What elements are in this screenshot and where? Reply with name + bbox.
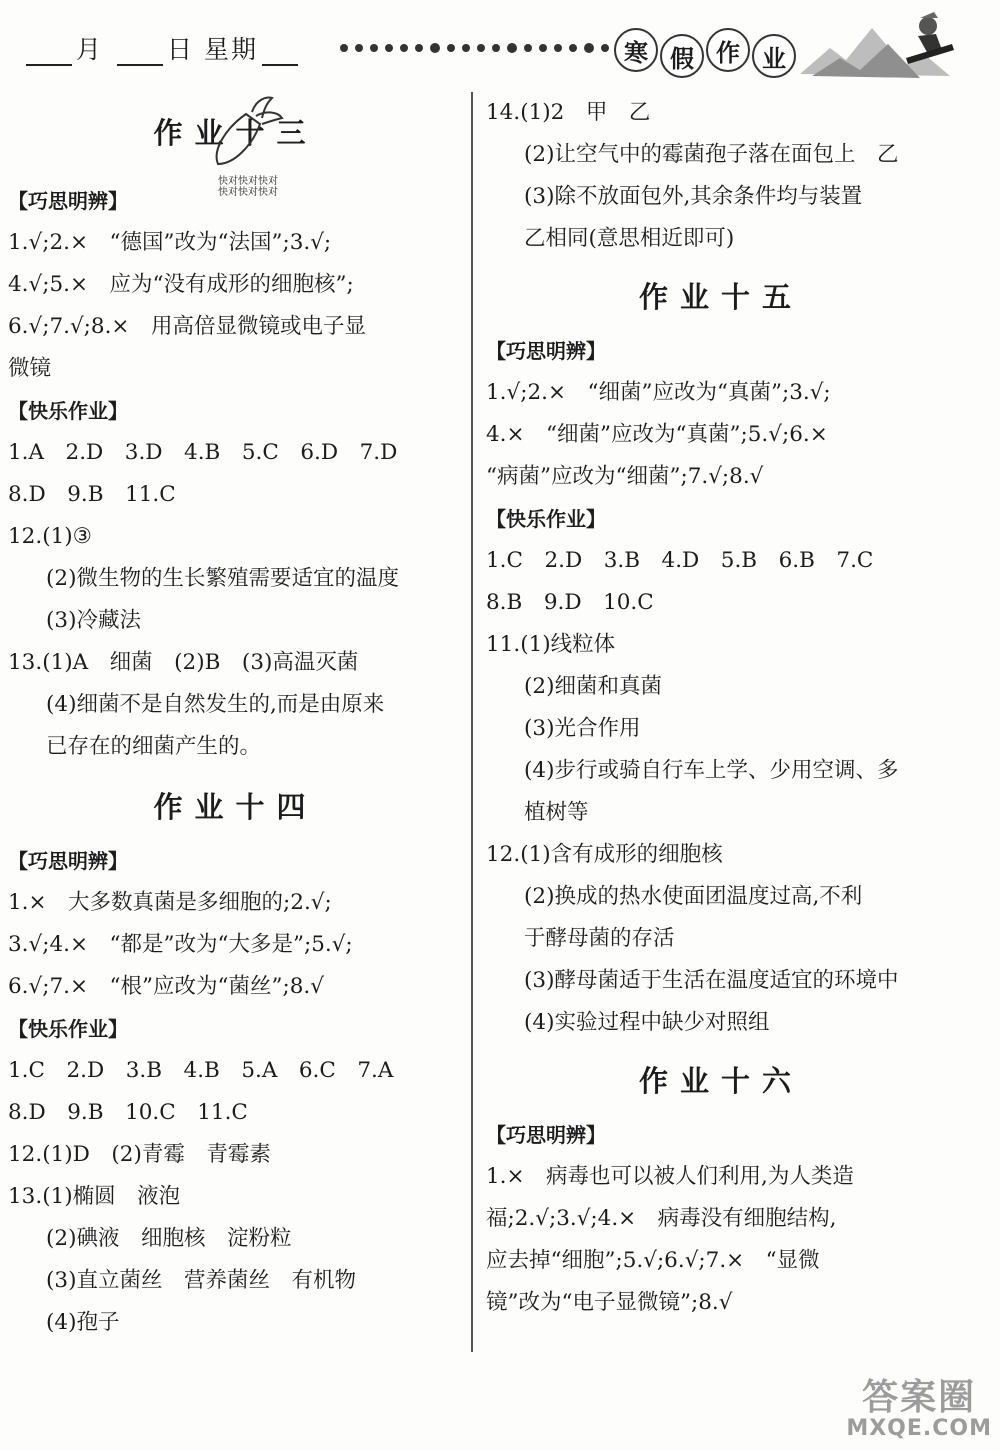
answer-line: (2)碘液 细胞核 淀粉粒 <box>46 1226 292 1251</box>
answer-line: 1.× 病毒也可以被人们利用,为人类造 <box>486 1164 854 1189</box>
answer-line: (4)细菌不是自然发生的,而是由原来 <box>46 692 385 717</box>
banner-char: 假 <box>660 34 704 78</box>
answer-line: 13.(1)椭圆 液泡 <box>8 1184 181 1209</box>
answer-line: 应去掉“细胞”;5.√;6.√;7.× “显微 <box>486 1248 820 1273</box>
day-label: 日 <box>166 35 194 64</box>
carrot-caption: 快对快对快对 快对快对快对 <box>218 176 278 198</box>
answer-line: (2)微生物的生长繁殖需要适宜的温度 <box>46 566 399 591</box>
section-label: 【快乐作业】 <box>486 507 606 531</box>
snowboarder-mountain-icon <box>800 4 960 88</box>
weekday-label: 星期 <box>203 35 258 64</box>
answer-line: 8.D 9.B 11.C <box>8 482 176 507</box>
answer-line: 已存在的细菌产生的。 <box>46 734 262 759</box>
winter-homework-banner <box>614 28 796 78</box>
answer-line: (3)酵母菌适于生活在温度适宜的环境中 <box>524 968 899 993</box>
section-title-hw16: 作业十六 <box>638 1064 803 1098</box>
answer-line: 1.√;2.× “细菌”应改为“真菌”;3.√; <box>486 380 831 405</box>
answer-line: 3.√;4.× “都是”改为“大多是”;5.√; <box>8 932 353 957</box>
weekday-blank <box>262 42 298 66</box>
answer-line: 乙相同(意思相近即可) <box>524 226 735 251</box>
answer-line: (2)换成的热水使面团温度过高,不利 <box>524 884 863 909</box>
right-column <box>486 92 956 1324</box>
answer-line: 13.(1)A 细菌 (2)B (3)高温灭菌 <box>8 650 359 675</box>
section-label: 【巧思明辨】 <box>486 1123 606 1147</box>
answer-line: 12.(1)③ <box>8 524 92 549</box>
answer-line: 1.C 2.D 3.B 4.D 5.B 6.B 7.C <box>486 548 874 573</box>
answer-line: (4)孢子 <box>46 1310 120 1335</box>
month-blank <box>26 42 72 66</box>
answer-line: 11.(1)线粒体 <box>486 632 616 657</box>
section-label: 【快乐作业】 <box>8 399 128 423</box>
answer-line: 12.(1)D (2)青霉 青霉素 <box>8 1142 271 1167</box>
page-header <box>0 0 1000 92</box>
date-line <box>22 30 302 66</box>
section-label: 【巧思明辨】 <box>8 849 128 873</box>
banner-char: 寒 <box>614 28 658 72</box>
watermark-url: MXQE.COM <box>846 1416 992 1441</box>
answer-line: 4.√;5.× 应为“没有成形的细胞核”; <box>8 272 354 297</box>
dot-divider <box>340 44 639 53</box>
answer-line: 4.× “细菌”应改为“真菌”;5.√;6.× <box>486 422 828 447</box>
section-label: 【巧思明辨】 <box>8 189 128 213</box>
answer-line: 8.D 9.B 10.C 11.C <box>8 1100 248 1125</box>
section-title-hw15: 作业十五 <box>638 280 803 314</box>
answer-line: 1.C 2.D 3.B 4.B 5.A 6.C 7.A <box>8 1058 394 1083</box>
banner-char: 业 <box>752 34 796 78</box>
answer-line: 1.A 2.D 3.D 4.B 5.C 6.D 7.D <box>8 440 398 465</box>
answer-line: 14.(1)2 甲 乙 <box>486 100 651 125</box>
answer-line: 1.× 大多数真菌是多细胞的;2.√; <box>8 890 332 915</box>
answer-line: (3)冷藏法 <box>46 608 141 633</box>
answer-line: 12.(1)含有成形的细胞核 <box>486 842 723 867</box>
month-label: 月 <box>76 35 104 64</box>
column-divider <box>471 92 473 1352</box>
left-column <box>8 110 463 1344</box>
carrot-icon <box>206 94 286 172</box>
answer-line: 6.√;7.× “根”应改为“菌丝”;8.√ <box>8 974 324 999</box>
watermark <box>846 1369 992 1441</box>
banner-char: 作 <box>706 28 750 72</box>
answer-line: “病菌”应改为“细菌”;7.√;8.√ <box>486 464 764 489</box>
answer-line: 8.B 9.D 10.C <box>486 590 654 615</box>
answer-line: 镜”改为“电子显微镜”;8.√ <box>486 1290 733 1315</box>
answer-line: (4)步行或骑自行车上学、少用空调、多 <box>524 758 899 783</box>
answer-line: (3)直立菌丝 营养菌丝 有机物 <box>46 1268 356 1293</box>
answer-line: (2)让空气中的霉菌孢子落在面包上 乙 <box>524 142 899 167</box>
answer-line: 微镜 <box>8 356 52 381</box>
answer-line: 植树等 <box>524 800 589 825</box>
section-title-hw13: 作业十三 快对快对快对 快对快对快对 <box>8 110 463 170</box>
section-label: 【快乐作业】 <box>8 1017 128 1041</box>
answer-line: (4)实验过程中缺少对照组 <box>524 1010 770 1035</box>
day-blank <box>117 42 163 66</box>
answer-line: (3)光合作用 <box>524 716 641 741</box>
watermark-logo-text: 答案圈 <box>862 1377 977 1418</box>
answer-line: 福;2.√;3.√;4.× 病毒没有细胞结构, <box>486 1206 837 1231</box>
answer-line: (2)细菌和真菌 <box>524 674 662 699</box>
answer-line: 1.√;2.× “德国”改为“法国”;3.√; <box>8 230 332 255</box>
section-title-hw14: 作业十四 <box>153 790 318 824</box>
answer-line: 于酵母菌的存活 <box>524 926 675 951</box>
section-label: 【巧思明辨】 <box>486 339 606 363</box>
answer-line: 6.√;7.√;8.× 用高倍显微镜或电子显 <box>8 314 366 339</box>
answer-line: (3)除不放面包外,其余条件均与装置 <box>524 184 863 209</box>
